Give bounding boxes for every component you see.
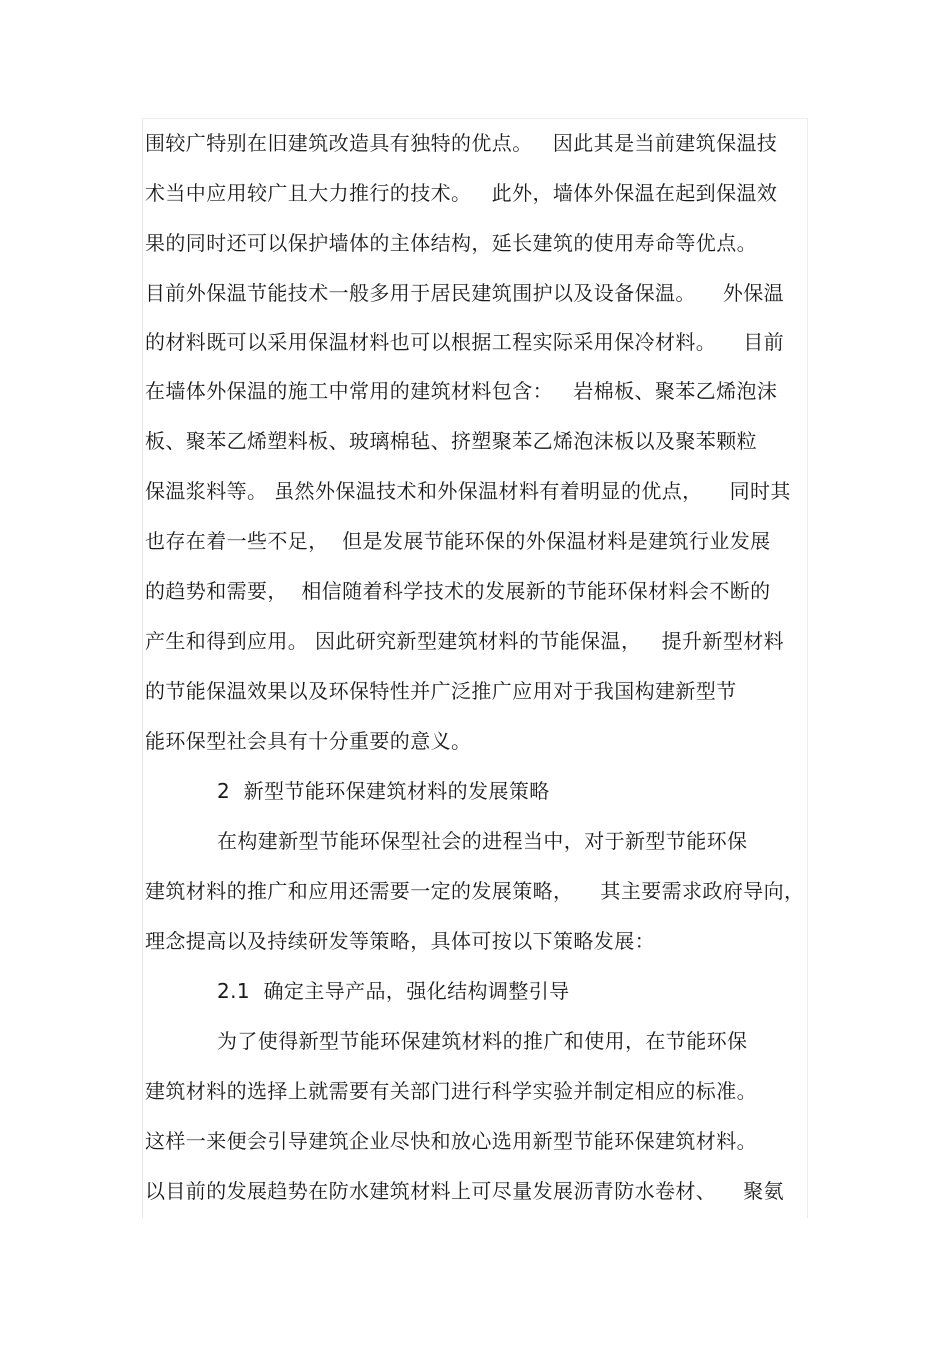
body-text-line: 板、聚苯乙烯塑料板、玻璃棉毡、挤塑聚苯乙烯泡沫板以及聚苯颗粒 bbox=[145, 429, 757, 453]
body-text-line: 在墙体外保温的施工中常用的建筑材料包含： 岩棉板、聚苯乙烯泡沫 bbox=[145, 379, 778, 403]
body-text-line: 产生和得到应用。 因此研究新型建筑材料的节能保温， 提升新型材料 bbox=[145, 629, 785, 653]
body-text-line: 建筑材料的推广和应用还需要一定的发展策略， 其主要需求政府导向， bbox=[145, 879, 805, 903]
body-text-line: 这样一来便会引导建筑企业尽快和放心选用新型节能环保建筑材料。 bbox=[145, 1129, 757, 1153]
body-text-line: 目前外保温节能技术一般多用于居民建筑围护以及设备保温。 外保温 bbox=[145, 281, 785, 305]
body-text-line: 为了使得新型节能环保建筑材料的推广和使用，在节能环保 bbox=[217, 1029, 748, 1053]
body-text-line: 理念提高以及持续研发等策略，具体可按以下策略发展： bbox=[145, 929, 655, 953]
section-heading: 2 新型节能环保建筑材料的发展策略 bbox=[217, 779, 550, 803]
body-text-line: 果的同时还可以保护墙体的主体结构，延长建筑的使用寿命等优点。 bbox=[145, 231, 757, 255]
body-text-line: 的节能保温效果以及环保特性并广泛推广应用对于我国构建新型节 bbox=[145, 679, 737, 703]
body-text-line: 的材料既可以采用保温材料也可以根据工程实际采用保冷材料。 目前 bbox=[145, 330, 785, 354]
body-text-line: 围较广特别在旧建筑改造具有独特的优点。 因此其是当前建筑保温技 bbox=[145, 131, 778, 155]
body-text-line: 保温浆料等。 虽然外保温技术和外保温材料有着明显的优点， 同时其 bbox=[145, 479, 791, 503]
body-text-line: 术当中应用较广且大力推行的技术。 此外，墙体外保温在起到保温效 bbox=[145, 181, 778, 205]
body-text-line: 也存在着一些不足， 但是发展节能环保的外保温材料是建筑行业发展 bbox=[145, 529, 771, 553]
body-text-line: 能环保型社会具有十分重要的意义。 bbox=[145, 729, 472, 753]
subsection-heading: 2.1 确定主导产品，强化结构调整引导 bbox=[217, 979, 570, 1003]
body-text-line: 的趋势和需要， 相信随着科学技术的发展新的节能环保材料会不断的 bbox=[145, 579, 771, 603]
body-text-line: 建筑材料的选择上就需要有关部门进行科学实验并制定相应的标准。 bbox=[145, 1079, 757, 1103]
body-text-line: 以目前的发展趋势在防水建筑材料上可尽量发展沥青防水卷材、 聚氨 bbox=[145, 1179, 785, 1203]
body-text-line: 在构建新型节能环保型社会的进程当中，对于新型节能环保 bbox=[217, 829, 748, 853]
